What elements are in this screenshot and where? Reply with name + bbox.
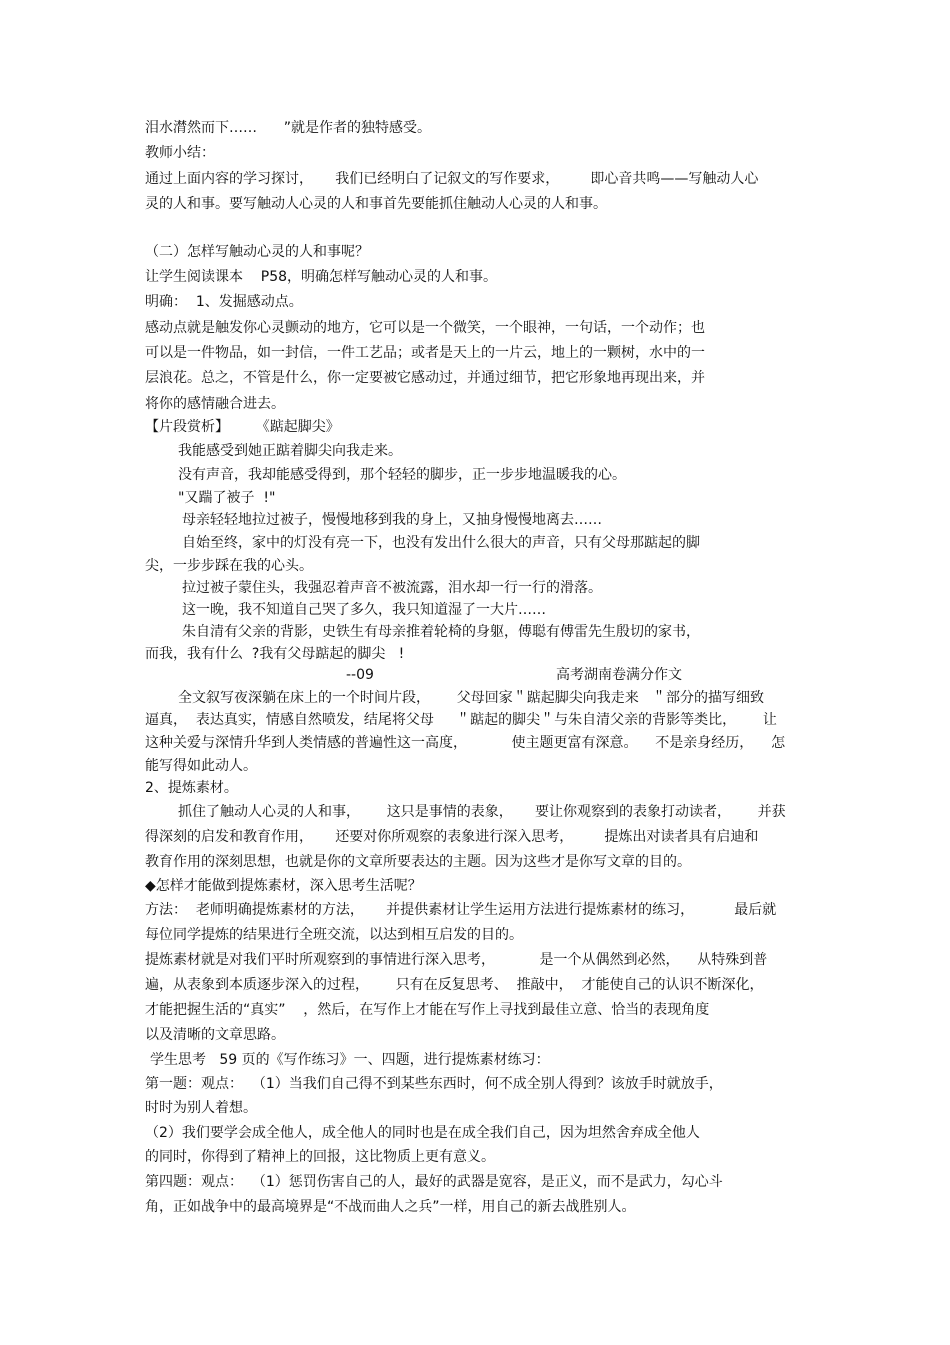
text-line: 才能把握生活的“真实” ，然后，在写作上才能在写作上寻找到最佳立意、恰当的表现角度 (145, 1002, 710, 1018)
excerpt-line: 自始至终，家中的灯没有亮一下，也没有发出什么很大的声音，只有父母那踮起的脚 (182, 535, 700, 551)
text-line: 灵的人和事。要写触动人心灵的人和事首先要能抓住触动人心灵的人和事。 (145, 196, 607, 212)
text-line: 第一题：观点： （1）当我们自己得不到某些东西时，何不成全别人得到？该放手时就放手， (145, 1076, 723, 1092)
text-line: 层浪花。总之，不管是什么，你一定要被它感动过，并通过细节，把它形象地再现出来，并 (145, 370, 705, 386)
text-line: 逼真， 表达真实，情感自然喷发，结尾将父母 ＂踮起的脚尖＂与朱自清父亲的背影等类比， 让 (145, 712, 777, 728)
text-line: 通过上面内容的学习探讨， 我们已经明白了记叙文的写作要求， 即心音共鸣——写触动人心 (145, 171, 759, 187)
section-heading: （二）怎样写触动心灵的人和事呢？ (145, 244, 369, 260)
text-line: 方法： 老师明确提炼素材的方法， 并提供素材让学生运用方法进行提炼素材的练习， 最后就 (145, 902, 777, 918)
text-line: 第四题：观点： （1）惩罚伤害自己的人，最好的武器是宽容，是正义，而不是武力，勾心斗 (145, 1174, 723, 1190)
text-line: 将你的感情融合进去。 (145, 396, 285, 412)
excerpt-source-year: --09 (346, 667, 374, 683)
text-line: 提炼素材就是对我们平时所观察到的事情进行深入思考， 是一个从偶然到必然， 从特殊到普 (145, 952, 768, 968)
text-line: 遍，从表象到本质逐步深入的过程， 只有在反复思考、 推敲中， 才能使自己的认识不断深化， (145, 977, 764, 993)
excerpt-line: 尖，一步步踩在我的心头。 (145, 558, 313, 574)
text-line: 让学生阅读课本 P58，明确怎样写触动心灵的人和事。 (145, 269, 498, 285)
excerpt-line: 没有声音，我却能感受得到，那个轻轻的脚步，正一步步地温暖我的心。 (178, 467, 626, 483)
text-line: 学生思考 59 页的《写作练习》一、四题，进行提炼素材练习： (150, 1052, 550, 1068)
excerpt-line: 这一晚，我不知道自己哭了多久，我只知道湿了一大片…… (182, 602, 546, 618)
text-line: 角，正如战争中的最高境界是“不战而曲人之兵”一样，用自己的新去战胜别人。 (145, 1199, 636, 1215)
text-line: 教师小结： (145, 145, 215, 161)
text-line: 全文叙写夜深躺在床上的一个时间片段， 父母回家＂踮起脚尖向我走来 ＂部分的描写细致 (178, 690, 765, 706)
excerpt-line: 母亲轻轻地拉过被子，慢慢地移到我的身上，又抽身慢慢地离去…… (182, 512, 602, 528)
excerpt-line: 拉过被子蒙住头，我强忍着声音不被流露，泪水却一行一行的滑落。 (182, 580, 602, 596)
text-line: 2、提炼素材。 (145, 780, 238, 796)
text-line: 时时为别人着想。 (145, 1100, 257, 1116)
text-line: 的同时，你得到了精神上的回报，这比物质上更有意义。 (145, 1149, 495, 1165)
excerpt-source-title: 高考湖南卷满分作文 (556, 667, 682, 683)
excerpt-line: 朱自清有父亲的背影，史铁生有母亲推着轮椅的身躯，傅聪有傅雷先生殷切的家书， (182, 624, 700, 640)
excerpt-line: 而我，我有什么 ?我有父母踮起的脚尖 ! (145, 646, 405, 662)
text-line: 以及清晰的文章思路。 (145, 1027, 285, 1043)
text-line: 可以是一件物品，如一封信，一件工艺品；或者是天上的一片云，地上的一颗树，水中的一 (145, 345, 705, 361)
text-line: 明确： 1、发掘感动点。 (145, 294, 303, 310)
text-line: ◆怎样才能做到提炼素材，深入思考生活呢？ (145, 878, 422, 894)
text-line: 能写得如此动人。 (145, 758, 257, 774)
text-line: 每位同学提炼的结果进行全班交流，以达到相互启发的目的。 (145, 927, 523, 943)
text-line: 泪水潸然而下…… ”就是作者的独特感受。 (145, 120, 431, 136)
text-line: 抓住了触动人心灵的人和事， 这只是事情的表象， 要让你观察到的表象打动读者， 并获 (178, 804, 786, 820)
excerpt-heading: 【片段赏析】 《踮起脚尖》 (145, 419, 340, 435)
excerpt-line: 我能感受到她正踮着脚尖向我走来。 (178, 443, 402, 459)
excerpt-line: "又踹了被子 !" (178, 490, 276, 506)
text-line: 得深刻的启发和教育作用， 还要对你所观察的表象进行深入思考， 提炼出对读者具有启迪和 (145, 829, 759, 845)
text-line: 教育作用的深刻思想，也就是你的文章所要表达的主题。因为这些才是你写文章的目的。 (145, 854, 691, 870)
text-line: 这种关爱与深情升华到人类情感的普遍性这一高度， 使主题更富有深意。 不是亲身经历， 怎 (145, 735, 786, 751)
text-line: （2）我们要学会成全他人，成全他人的同时也是在成全我们自己，因为坦然舍弃成全他人 (145, 1125, 700, 1141)
text-line: 感动点就是触发你心灵颤动的地方，它可以是一个微笑，一个眼神，一句话，一个动作；也 (145, 320, 705, 336)
